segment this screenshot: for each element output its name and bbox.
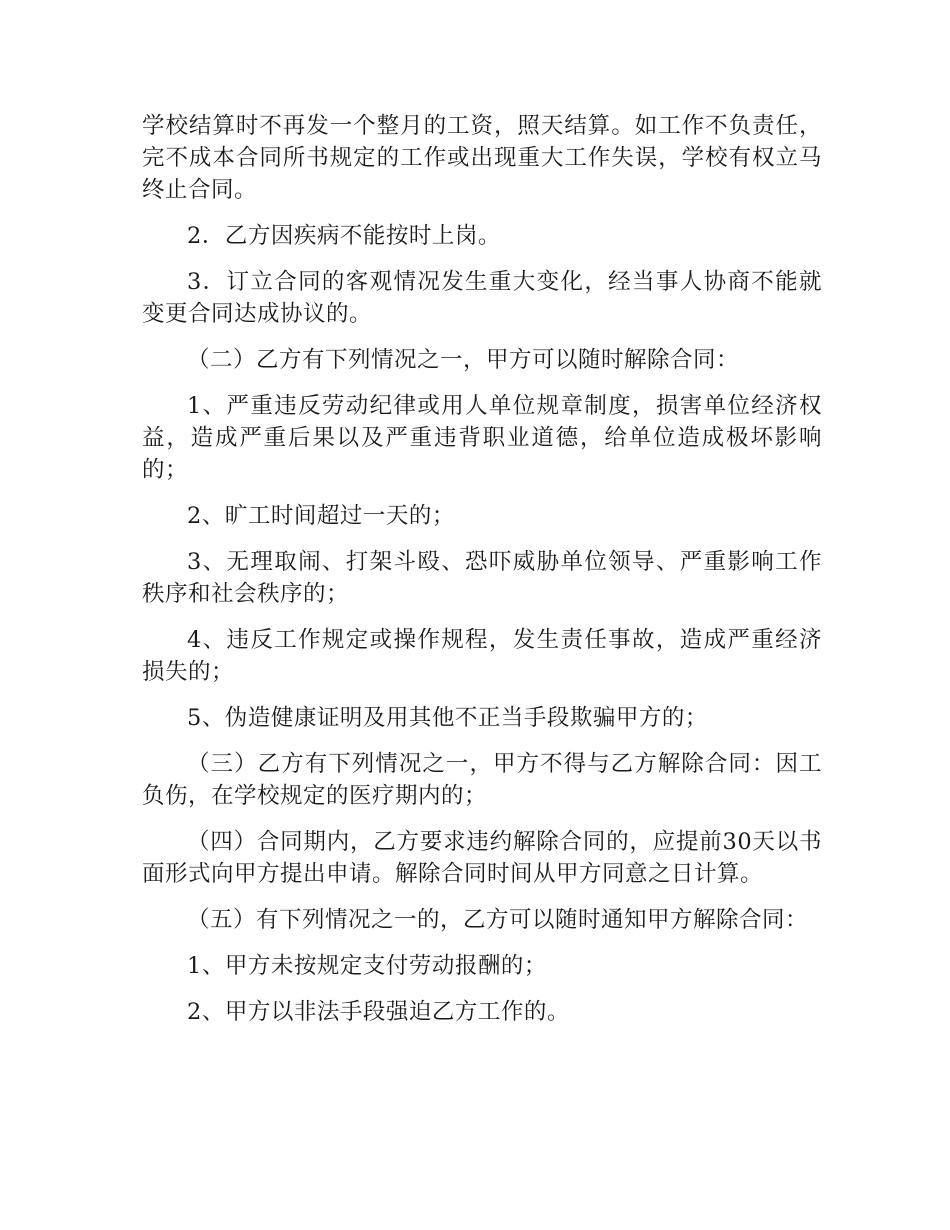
paragraph-6: 2、旷工时间超过一天的； [187, 503, 455, 529]
section-heading-3: （三）乙方有下列情况之一，甲方不得与乙方解除合同：因工负伤，在学校规定的医疗期内的； [142, 751, 822, 809]
paragraph-8: 4、违反工作规定或操作规程，发生责任事故，造成严重经济损失的； [142, 627, 822, 685]
section-heading-4: （四）合同期内，乙方要求违约解除合同的，应提前30天以书面形式向甲方提出申请。解除合同时间从甲方同意之日计算。 [142, 829, 822, 887]
paragraph-14: 2、甲方以非法手段强迫乙方工作的。 [187, 999, 570, 1025]
paragraph-13: 1、甲方未按规定支付劳动报酬的； [187, 953, 547, 979]
paragraph-7: 3、无理取闹、打架斗殴、恐吓威胁单位领导、严重影响工作秩序和社会秩序的； [142, 549, 822, 607]
paragraph-2: 2．乙方因疾病不能按时上岗。 [187, 223, 501, 249]
paragraph-9: 5、伪造健康证明及用其他不正当手段欺骗甲方的； [187, 705, 708, 731]
document-body [142, 110, 822, 1042]
paragraph-5: 1、严重违反劳动纪律或用人单位规章制度，损害单位经济权益，造成严重后果以及严重违背职业道德，给单位造成极坏影响的； [142, 393, 822, 483]
paragraph-1: 学校结算时不再发一个整月的工资，照天结算。如工作不负责任，完不成本合同所书规定的工作或出现重大工作失误，学校有权立马终止合同。 [142, 113, 822, 203]
section-heading-5: （五）有下列情况之一的，乙方可以随时通知甲方解除合同： [187, 907, 809, 933]
section-heading-2: （二）乙方有下列情况之一，甲方可以随时解除合同： [187, 347, 740, 373]
paragraph-3: 3．订立合同的客观情况发生重大变化，经当事人协商不能就变更合同达成协议的。 [142, 269, 822, 327]
